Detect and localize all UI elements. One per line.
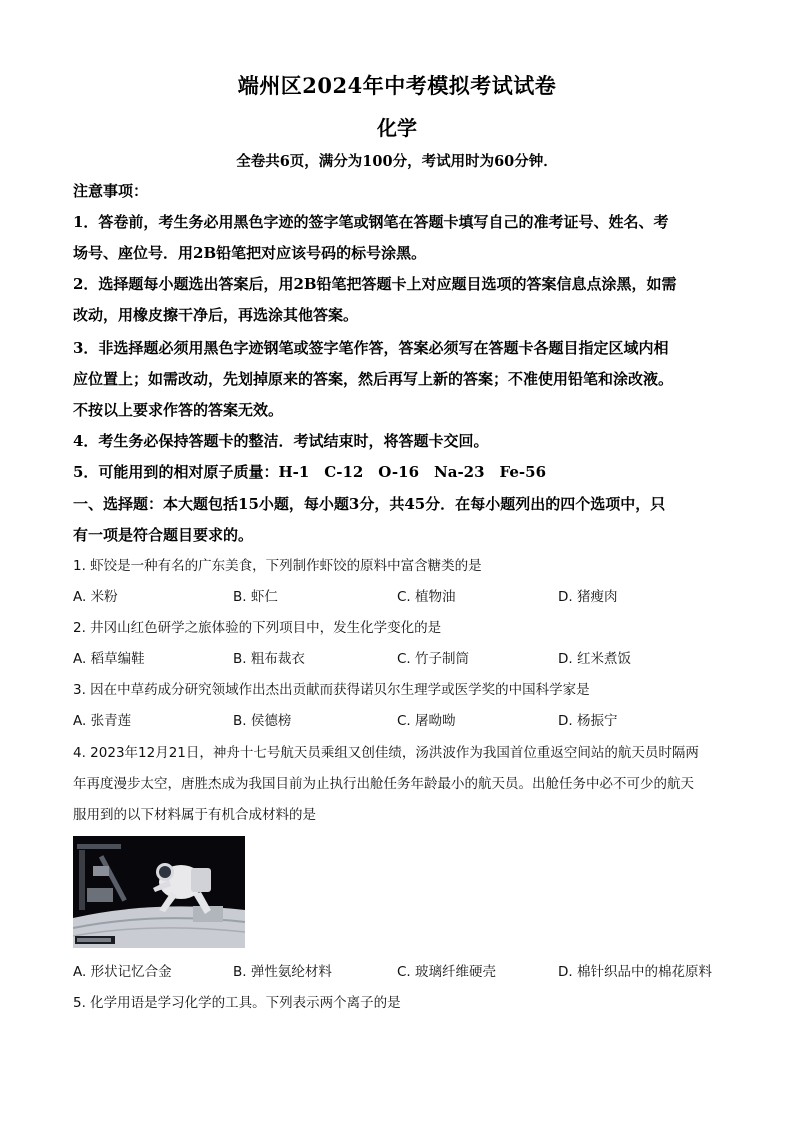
option-c: C. 竹子制筒 [397, 651, 470, 667]
section-heading: 有一项是符合题目要求的。 [73, 526, 254, 544]
notice-line: 场号、座位号．用2B铅笔把对应该号码的标号涂黑。 [73, 244, 427, 262]
notice-line: 改动，用橡皮擦干净后，再选涂其他答案。 [73, 306, 359, 324]
section-heading: 一、选择题：本大题包括15小题，每小题3分，共45分．在每小题列出的四个选项中，只 [73, 495, 666, 513]
option-c: C. 玻璃纤维硬壳 [397, 964, 497, 980]
option-a: A. 张青莲 [73, 713, 132, 729]
question-stem: 服用到的以下材料属于有机合成材料的是 [73, 807, 316, 823]
astronaut-spacewalk-photo [73, 836, 245, 948]
exam-title: 端州区2024年中考模拟考试试卷 [237, 73, 557, 98]
notice-line: 应位置上；如需改动，先划掉原来的答案，然后再写上新的答案；不准使用铅笔和涂改液。 [73, 370, 674, 388]
option-a: A. 米粉 [73, 589, 118, 605]
option-c: C. 植物油 [397, 589, 456, 605]
notice-line: 4．考生务必保持答题卡的整洁．考试结束时，将答题卡交回。 [73, 432, 489, 450]
option-b: B. 虾仁 [233, 589, 278, 605]
option-b: B. 弹性氨纶材料 [233, 964, 332, 980]
option-a: A. 形状记忆合金 [73, 964, 172, 980]
notice-line: 1．答卷前，考生务必用黑色字迹的签字笔或钢笔在答题卡填写自己的准考证号、姓名、考 [73, 213, 669, 231]
option-d: D. 红米煮饭 [558, 651, 631, 667]
notice-line: 不按以上要求作答的答案无效。 [73, 401, 284, 419]
exam-summary: 全卷共6页，满分为100分，考试用时为60分钟． [236, 153, 558, 170]
option-d: D. 棉针织品中的棉花原料 [558, 964, 712, 980]
question-stem: 4. 2023年12月21日，神舟十七号航天员乘组又创佳绩，汤洪波作为我国首位重返空间站的航天员时隔两 [73, 745, 699, 761]
question-stem: 2. 井冈山红色研学之旅体验的下列项目中，发生化学变化的是 [73, 620, 442, 636]
subject-title: 化学 [377, 116, 417, 140]
notice-line: 3．非选择题必须用黑色字迹钢笔或签字笔作答，答案必须写在答题卡各题目指定区域内相 [73, 339, 669, 357]
option-b: B. 侯德榜 [233, 713, 292, 729]
option-d: D. 猪瘦肉 [558, 589, 618, 605]
option-d: D. 杨振宁 [558, 713, 618, 729]
question-stem: 年再度漫步太空，唐胜杰成为我国目前为止执行出舱任务年龄最小的航天员。出舱任务中必不可少的航天 [73, 776, 694, 792]
notice-line: 5．可能用到的相对原子质量：H-1 C-12 O-16 Na-23 Fe-56 [73, 463, 547, 481]
question-stem: 5. 化学用语是学习化学的工具。下列表示两个离子的是 [73, 995, 401, 1011]
notice-heading: 注意事项： [73, 182, 149, 200]
question-stem: 3. 因在中草药成分研究领域作出杰出贡献而获得诺贝尔生理学或医学奖的中国科学家是 [73, 682, 590, 698]
notice-line: 2．选择题每小题选出答案后，用2B铅笔把答题卡上对应题目选项的答案信息点涂黑，如需 [73, 275, 677, 293]
question-stem: 1. 虾饺是一种有名的广东美食，下列制作虾饺的原料中富含糖类的是 [73, 558, 482, 574]
option-a: A. 稻草编鞋 [73, 651, 145, 667]
option-b: B. 粗布裁衣 [233, 651, 305, 667]
option-c: C. 屠呦呦 [397, 713, 456, 729]
